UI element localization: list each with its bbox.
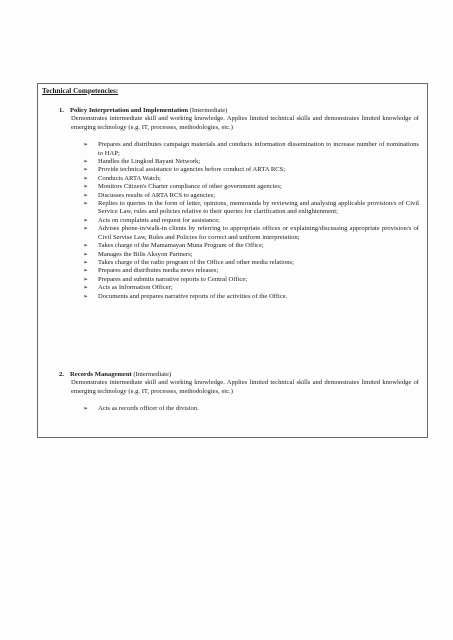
duty-text: Acts as Information Officer; [98, 284, 173, 292]
duty-item [83, 217, 419, 225]
duty-item [83, 242, 419, 250]
competency-level: (Intermediate) [133, 371, 172, 378]
competency-title [59, 371, 419, 379]
arrow-bullet-icon: ➢ [83, 191, 89, 199]
duty-text: Provide technical assistance to agencies before conduct of ARTA RCS; [98, 166, 286, 174]
duty-item [83, 293, 419, 301]
competency-section [59, 107, 419, 301]
duty-text: Advises phone-in/walk-in clients by referring to appropriate offices or explaining/discussing appropriate provision/s of Civil Servise Law, Rules and Policies for correct and uniform interpretation; [98, 225, 419, 241]
arrow-bullet-icon: ➢ [83, 141, 89, 149]
duty-text: Acts as records officer of the division. [98, 405, 199, 413]
duty-text: Monitors Citizen's Charter compliance of other government agencies; [98, 183, 282, 191]
competency-name: Records Management [70, 371, 132, 378]
arrow-bullet-icon: ➢ [83, 174, 89, 182]
duty-item [83, 200, 419, 217]
competency-title [59, 107, 419, 115]
duty-item [83, 175, 419, 183]
arrow-bullet-icon: ➢ [83, 242, 89, 250]
duties-list [83, 141, 419, 301]
duty-text: Manages the Bilis Aksyon Partners; [98, 250, 193, 258]
duty-item [83, 284, 419, 292]
duty-item [83, 141, 419, 158]
duty-text: Documents and prepares narrative reports of the activities of the Office. [98, 292, 288, 300]
arrow-bullet-icon: ➢ [83, 216, 89, 224]
duty-item [83, 166, 419, 174]
arrow-bullet-icon: ➢ [83, 405, 89, 413]
duty-item [83, 405, 419, 413]
duty-item [83, 259, 419, 267]
arrow-bullet-icon: ➢ [83, 158, 89, 166]
competency-number: 2. [59, 371, 64, 378]
arrow-bullet-icon: ➢ [83, 292, 89, 300]
arrow-bullet-icon: ➢ [83, 183, 89, 191]
arrow-bullet-icon: ➢ [83, 225, 89, 233]
competency-description: Demonstrates intermediate skill and working knowledge. Applies limited technical skills and demonstrates limited knowledge of emerging technology (e.g. IT, processes, methodologies, etc.) [71, 115, 419, 131]
duty-text: Replies to queries in the form of letter, opinions, memoranda by reviewing and analysing applicable provision/s of Civil Service Law, rules and policies relative to their queries for clarification and enlightenment; [98, 200, 419, 216]
arrow-bullet-icon: ➢ [83, 284, 89, 292]
section-heading: Technical Competencies: [42, 87, 119, 95]
duty-item [83, 192, 419, 200]
duty-item [83, 267, 419, 275]
arrow-bullet-icon: ➢ [83, 275, 89, 283]
competency-level: (Intermediate) [189, 107, 228, 114]
duties-list [83, 405, 419, 413]
competency-section [59, 371, 419, 414]
duty-text: Prepares and distributes campaign materials and conducts information dissemination to increase number of nominations to HAP; [98, 141, 419, 157]
competency-number: 1. [59, 107, 64, 114]
duty-item [83, 251, 419, 259]
duty-text: Prepares and submits narrative reports to Central Office; [98, 275, 248, 283]
competency-description: Demonstrates intermediate skill and working knowledge. Applies limited technical skills and demonstrates limited knowledge of emerging technology (e.g. IT, processes, methodologies, etc.) [71, 379, 419, 395]
duty-text: Takes charge of the radio program of the Office and other media relations; [98, 258, 294, 266]
arrow-bullet-icon: ➢ [83, 166, 89, 174]
competency-name: Policy Interpretation and Implementation [70, 107, 189, 114]
duty-item [83, 276, 419, 284]
duty-item [83, 183, 419, 191]
arrow-bullet-icon: ➢ [83, 200, 89, 208]
duty-text: Acts on complaints and request for assistance; [98, 216, 220, 224]
duty-text: Handles the Lingkod Bayani Network; [98, 158, 201, 166]
duty-item [83, 225, 419, 242]
duty-text: Takes charge of the Mamamayan Muna Program of the Office; [98, 242, 264, 250]
duty-text: Discusses results of ARTA RCS to agencies; [98, 191, 216, 199]
duty-text: Conducts ARTA Watch; [98, 174, 161, 182]
arrow-bullet-icon: ➢ [83, 258, 89, 266]
duty-item [83, 158, 419, 166]
arrow-bullet-icon: ➢ [83, 267, 89, 275]
duty-text: Prepares and distributes media news releases; [98, 267, 219, 275]
arrow-bullet-icon: ➢ [83, 250, 89, 258]
